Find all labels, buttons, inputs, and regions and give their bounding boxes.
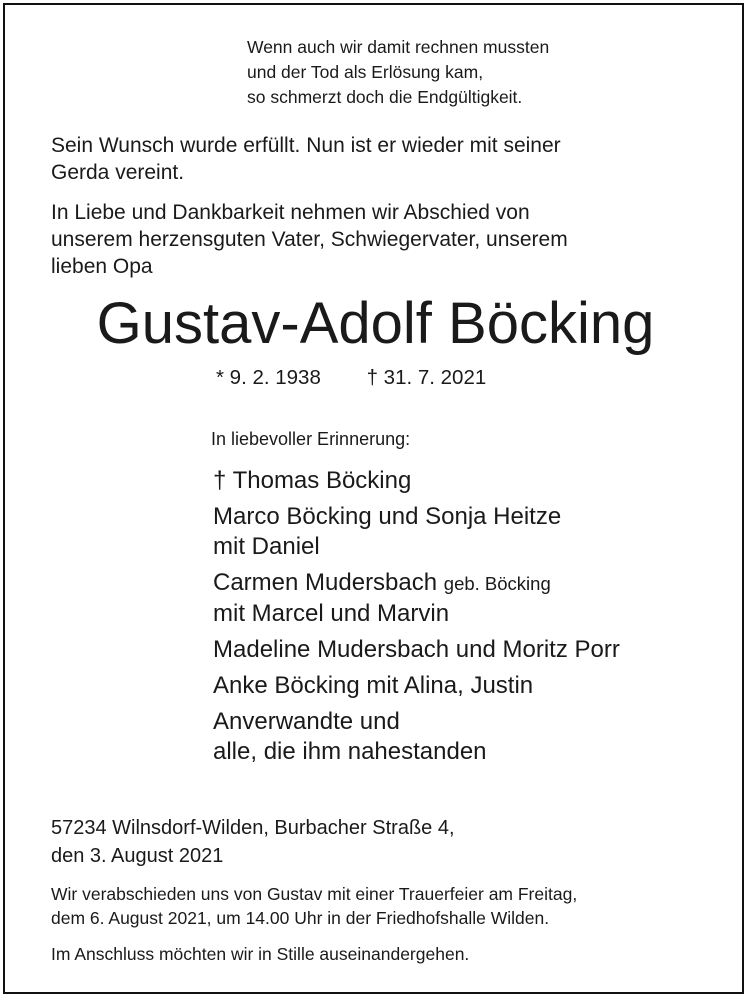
intro-line: In Liebe und Dankbarkeit nehmen wir Abschied von [51, 201, 530, 224]
opening-verse [247, 35, 549, 110]
intro-paragraph-1 [51, 132, 700, 186]
mourner-line: mit Marcel und Marvin [213, 600, 450, 627]
deceased-name: Gustav-Adolf Böcking [96, 291, 655, 356]
mourner-line [213, 568, 620, 599]
farewell-note: Im Anschluss möchten wir in Stille auseinandergehen. [51, 944, 470, 964]
intro-line: lieben Opa [51, 255, 153, 278]
death-date: † 31. 7. 2021 [366, 366, 487, 389]
life-dates [216, 364, 486, 392]
mourner-line: Anverwandte und [213, 708, 400, 735]
mourner-entry [213, 635, 620, 665]
mourner-name: Carmen Mudersbach [213, 569, 438, 596]
verse-line: so schmerzt doch die Endgültigkeit. [247, 87, 523, 107]
mourner-entry [213, 466, 620, 496]
service-line: dem 6. August 2021, um 14.00 Uhr in der Friedhofshalle Wilden. [51, 908, 550, 928]
mourner-line: Anke Böcking mit Alina, Justin [213, 672, 534, 699]
date-line: den 3. August 2021 [51, 845, 224, 867]
mourner-entry [213, 707, 620, 767]
service-info [51, 882, 577, 930]
intro-line: Gerda vereint. [51, 161, 185, 184]
memory-heading: In liebevoller Erinnerung: [211, 429, 411, 449]
mourner-entry [213, 568, 620, 629]
mourner-line: Madeline Mudersbach und Moritz Porr [213, 636, 620, 663]
mourner-entry [213, 671, 620, 701]
verse-line: Wenn auch wir damit rechnen mussten [247, 37, 550, 57]
birth-date: * 9. 2. 1938 [216, 366, 321, 389]
intro-paragraph-2 [51, 199, 700, 280]
service-line: Wir verabschieden uns von Gustav mit einer Trauerfeier am Freitag, [51, 884, 578, 904]
mourner-line: alle, die ihm nahestanden [213, 738, 487, 765]
mourner-line: mit Daniel [213, 533, 320, 560]
intro-line: unserem herzensguten Vater, Schwiegervater, unserem [51, 228, 568, 251]
mourner-entry [213, 502, 620, 562]
address-line: 57234 Wilnsdorf-Wilden, Burbacher Straße 4, [51, 817, 455, 839]
verse-line: und der Tod als Erlösung kam, [247, 62, 484, 82]
address-block [51, 814, 455, 870]
mourner-line: † Thomas Böcking [213, 467, 412, 494]
mourner-line: Marco Böcking und Sonja Heitze [213, 503, 562, 530]
intro-line: Sein Wunsch wurde erfüllt. Nun ist er wieder mit seiner [51, 134, 561, 157]
mourners-list [213, 466, 620, 773]
birth-name: geb. Böcking [443, 573, 551, 594]
